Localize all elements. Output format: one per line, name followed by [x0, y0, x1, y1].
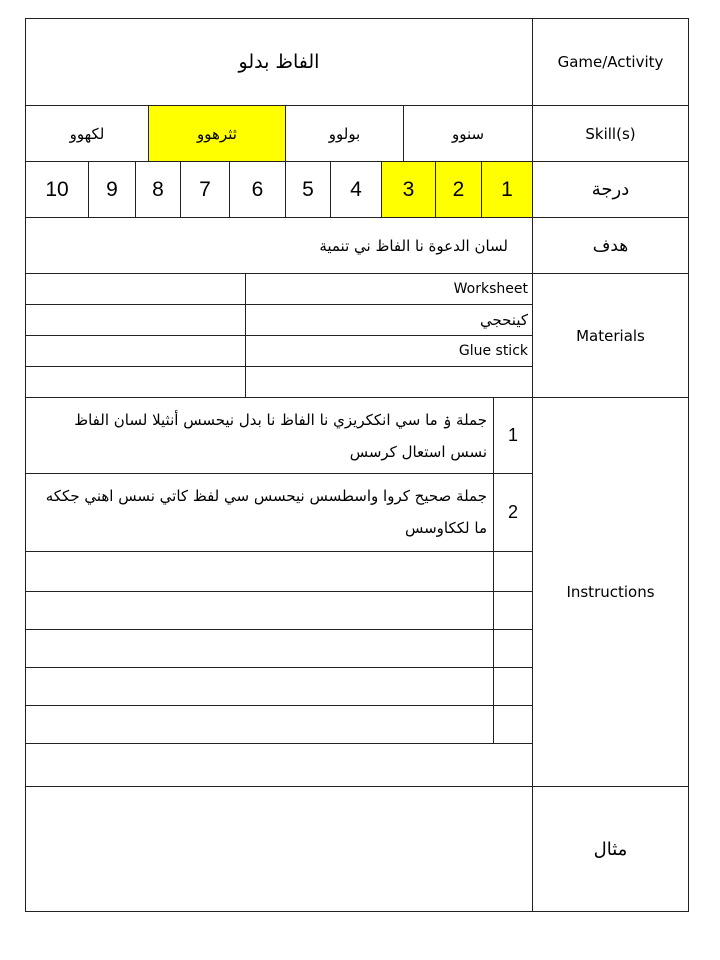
materials-blank-2: [25, 304, 246, 336]
example-content-cell: [25, 786, 533, 912]
activity-title-cell: [25, 18, 533, 106]
materials-label: Materials: [576, 326, 645, 345]
instruction-text-1: جملة ۏ ما سي انككريزي نا الفاظ نا بدل نيحسس أنثيلا لسان الفاظ نسس استعال كرسس: [74, 411, 487, 461]
materials-cell-1: [245, 273, 533, 305]
level-4: 4: [350, 177, 362, 201]
skills-label-cell: [532, 105, 689, 162]
instruction-blank-num-5: [493, 629, 533, 668]
instruction-num-cell-1: [493, 397, 533, 474]
material-glue-stick: Glue stick: [458, 343, 528, 359]
skill-cell-3: [148, 105, 286, 162]
instruction-blank-num-4: [493, 591, 533, 630]
example-label-cell: [532, 786, 689, 912]
level-cell-1: [481, 161, 533, 218]
objective-label-cell: [532, 217, 689, 274]
instruction-text-2: جملة صحيح كروا واسطسس نيحسس سي لفظ كاتي نسس اهني جككه ما لككاوسس: [45, 487, 487, 537]
activity-label-cell: [532, 18, 689, 106]
level-cell-7: [180, 161, 230, 218]
material-worksheet: Worksheet: [453, 281, 528, 297]
materials-cell-3: [245, 335, 533, 367]
instruction-blank-num-6: [493, 667, 533, 706]
instructions-label: Instructions: [566, 583, 655, 601]
level-cell-4: [330, 161, 382, 218]
instruction-blank-text-3: [25, 551, 494, 592]
skills-label: Skill(s): [585, 124, 636, 143]
instruction-blank-num-7: [493, 705, 533, 744]
level-cell-9: [88, 161, 136, 218]
level-cell-8: [135, 161, 181, 218]
level-6: 6: [251, 177, 264, 201]
materials-blank-5: [245, 366, 533, 398]
skill-3: ثثرهوو: [197, 124, 237, 143]
instructions-label-cell: [532, 397, 689, 787]
skill-1: سنوو: [451, 124, 485, 143]
skill-cell-2: [285, 105, 404, 162]
skill-4: لكهوو: [69, 124, 105, 143]
instruction-num-cell-2: [493, 473, 533, 552]
level-9: 9: [106, 177, 118, 201]
activity-title: الفاظ بدلو: [238, 51, 320, 73]
instruction-blank-num-3: [493, 551, 533, 592]
materials-cell-2: [245, 304, 533, 336]
level-8: 8: [152, 177, 164, 201]
objective-cell: [25, 217, 533, 274]
level-cell-6: [229, 161, 286, 218]
level-1: 1: [501, 177, 513, 201]
level-cell-10: [25, 161, 89, 218]
instruction-blank-text-5: [25, 629, 494, 668]
skill-cell-4: [25, 105, 149, 162]
instruction-text-cell-1: [25, 397, 494, 474]
material-scissors: كينحجي: [479, 311, 528, 329]
level-10: 10: [45, 177, 69, 201]
materials-blank-3: [25, 335, 246, 367]
level-label: درجة: [591, 179, 630, 200]
instruction-blank-text-4: [25, 591, 494, 630]
instruction-num-1: 1: [507, 425, 518, 445]
level-cell-3: [381, 161, 436, 218]
instruction-text-cell-2: [25, 473, 494, 552]
level-label-cell: [532, 161, 689, 218]
instruction-blank-text-6: [25, 667, 494, 706]
level-cell-2: [435, 161, 482, 218]
materials-blank-4: [25, 366, 246, 398]
level-7: 7: [199, 177, 211, 201]
level-5: 5: [302, 177, 314, 201]
instruction-num-2: 2: [507, 502, 518, 522]
objective-label: هدف: [592, 235, 629, 256]
level-3: 3: [402, 177, 415, 201]
instruction-blank-row-8: [25, 743, 533, 787]
instruction-blank-text-7: [25, 705, 494, 744]
materials-label-cell: [532, 273, 689, 398]
level-cell-5: [285, 161, 331, 218]
example-label: مثال: [593, 838, 628, 860]
materials-blank-1: [25, 273, 246, 305]
skill-cell-1: [403, 105, 533, 162]
activity-label: Game/Activity: [557, 53, 664, 71]
level-2: 2: [452, 177, 465, 201]
skill-2: بولوو: [328, 124, 361, 143]
objective-text: لسان الدعوة نا الفاظ ني تنمية: [319, 236, 508, 255]
